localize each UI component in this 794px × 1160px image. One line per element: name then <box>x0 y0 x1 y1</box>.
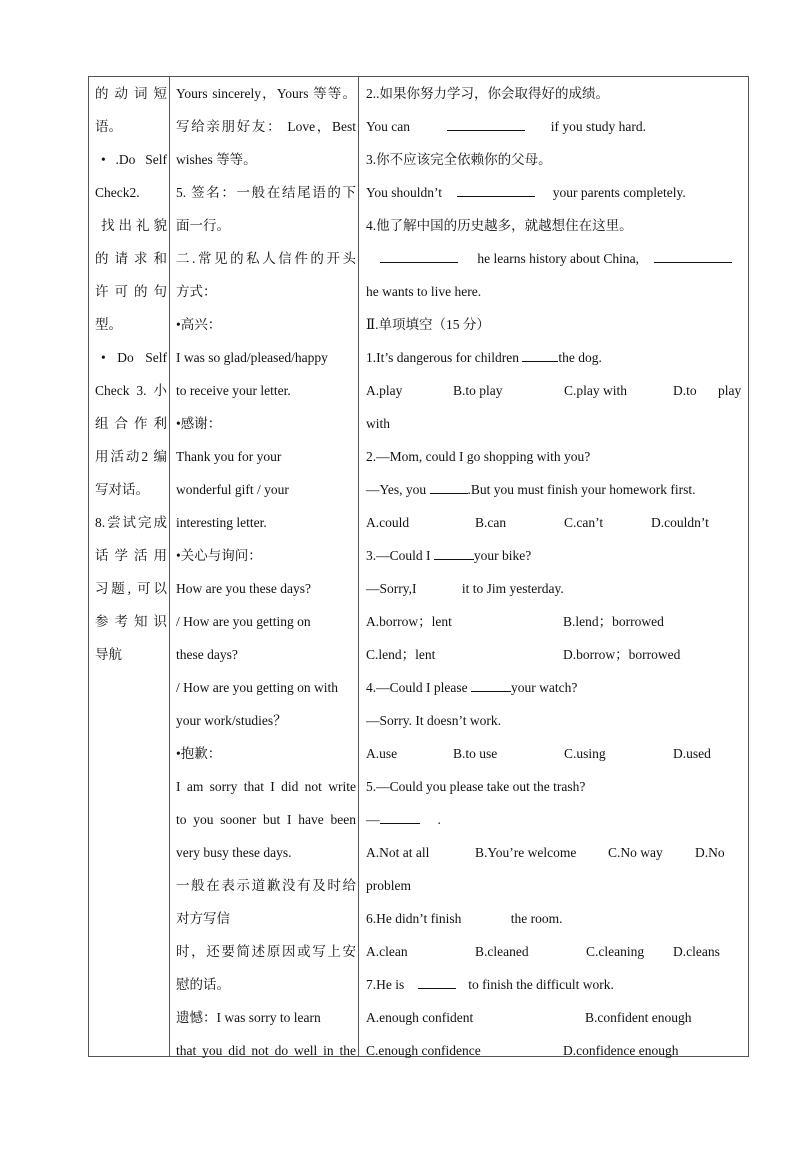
knowledge-line: Thank you for your <box>176 449 282 464</box>
guide-line: 找 出 礼 貌 <box>101 218 167 233</box>
option-c[interactable]: C.lend；lent <box>366 647 436 662</box>
option-d[interactable]: D.borrow；borrowed <box>563 647 681 662</box>
knowledge-line: interesting letter. <box>176 515 267 530</box>
option-c[interactable]: C.play with <box>564 383 627 398</box>
option-b[interactable]: B.can <box>475 515 507 530</box>
knowledge-line: Yours sincerely，Yours 等等。 <box>176 86 356 101</box>
knowledge-line: 二.常见的私人信件的开头 <box>176 251 356 266</box>
mc-question-3: 3.—Could I your bike? <box>366 539 750 572</box>
knowledge-line: / How are you getting on <box>176 614 311 629</box>
knowledge-line: •关心与询问： <box>176 548 262 563</box>
mc-question-3-reply: —Sorry,I it to Jim yesterday. <box>366 581 564 596</box>
knowledge-line: •抱歉： <box>176 746 222 761</box>
option-b[interactable]: B.confident enough <box>585 1010 692 1025</box>
mc-question-4: 4.—Could I please your watch? <box>366 671 750 704</box>
guide-line: 导航 <box>95 647 122 662</box>
knowledge-line: / How are you getting on with <box>176 680 338 695</box>
option-c[interactable]: C.cleaning <box>586 944 645 959</box>
knowledge-line: very busy these days. <box>176 845 292 860</box>
mc-question-5-reply: — . <box>366 803 750 836</box>
option-d-cont: play <box>718 383 742 398</box>
mc-options-5 <box>366 836 750 869</box>
knowledge-line: I was so glad/pleased/happy <box>176 350 328 365</box>
guide-line: • .Do Self <box>101 152 167 167</box>
knowledge-line: 方式： <box>176 284 217 299</box>
translation-q4-answer: he learns history about China, <box>366 242 750 275</box>
answer-blank[interactable] <box>522 345 558 362</box>
mc-options-7a <box>366 1001 750 1034</box>
translation-q3-answer: You shouldn’t your parents completely. <box>366 176 750 209</box>
option-a[interactable]: A.enough confident <box>366 1010 474 1025</box>
translation-q4-answer-tail: he wants to live here. <box>366 284 482 299</box>
option-c[interactable]: C.using <box>564 746 606 761</box>
option-c[interactable]: C.No way <box>608 845 663 860</box>
answer-blank[interactable] <box>434 543 474 560</box>
mc-question-5: 5.—Could you please take out the trash? <box>366 779 586 794</box>
option-d[interactable]: D.to <box>673 383 697 398</box>
guide-line: 的 动 词 短 <box>95 86 167 101</box>
mc-options-3a <box>366 605 750 638</box>
guide-line: 写对话。 <box>95 482 149 497</box>
mc-options-5-tail: problem <box>366 878 411 893</box>
guide-line: 组 合 作 利 <box>95 416 167 431</box>
translation-q2: 2..如果你努力学习，你会取得好的成绩。 <box>366 86 609 101</box>
section-heading: Ⅱ.单项填空（15 分） <box>366 317 490 332</box>
mc-question-2: 2.—Mom, could I go shopping with you? <box>366 449 591 464</box>
mc-options-2 <box>366 506 750 539</box>
option-a[interactable]: A.use <box>366 746 398 761</box>
answer-blank[interactable] <box>471 675 511 692</box>
knowledge-line: to receive your letter. <box>176 383 291 398</box>
option-d[interactable]: D.No <box>695 845 725 860</box>
guide-line: 语。 <box>95 119 122 134</box>
answer-blank[interactable] <box>380 807 420 824</box>
mc-question-2-reply: —Yes, you .But you must finish your homework first. <box>366 473 750 506</box>
knowledge-line: 慰的话。 <box>176 977 230 992</box>
mc-options-6 <box>366 935 750 968</box>
option-b[interactable]: B.cleaned <box>475 944 529 959</box>
mc-options-7b <box>366 1034 750 1058</box>
knowledge-line: 5. 签名：一般在结尾语的下 <box>176 185 356 200</box>
knowledge-line: 对方写信 <box>176 911 230 926</box>
guide-line: 型。 <box>95 317 122 332</box>
guide-line: 参 考 知 识 <box>95 614 167 629</box>
guide-line: 用活动2 编 <box>95 449 167 464</box>
answer-blank[interactable] <box>654 246 732 263</box>
knowledge-line: that you did not do well in the <box>176 1043 356 1058</box>
knowledge-line: to you sooner but I have been <box>176 812 356 827</box>
knowledge-line: 时，还要简述原因或写上安 <box>176 944 356 959</box>
knowledge-line: 遗憾：I was sorry to learn <box>176 1010 321 1025</box>
knowledge-line: 写给亲朋好友： Love，Best <box>176 119 356 134</box>
guide-line: • Do Self <box>101 350 167 365</box>
answer-blank[interactable] <box>430 477 468 494</box>
mc-options-1-tail: with <box>366 416 391 431</box>
guide-line: Check 3. 小 <box>95 383 167 398</box>
translation-q3: 3.你不应该完全依赖你的父母。 <box>366 152 552 167</box>
guide-line: Check2. <box>95 185 140 200</box>
knowledge-line: •高兴： <box>176 317 222 332</box>
guide-line: 8.尝试完成 <box>95 515 167 530</box>
guide-line: 习题, 可以 <box>95 581 167 596</box>
answer-blank[interactable] <box>457 180 535 197</box>
option-b[interactable]: B.lend；borrowed <box>563 614 664 629</box>
option-d[interactable]: D.confidence enough <box>563 1043 679 1058</box>
knowledge-line: How are you these days? <box>176 581 311 596</box>
option-c[interactable]: C.can’t <box>564 515 604 530</box>
option-a[interactable]: A.clean <box>366 944 408 959</box>
guide-line: 许 可 的 句 <box>95 284 167 299</box>
mc-question-1: 1.It’s dangerous for children the dog. <box>366 341 750 374</box>
option-d[interactable]: D.cleans <box>673 944 720 959</box>
answer-blank[interactable] <box>447 114 525 131</box>
option-a[interactable]: A.Not at all <box>366 845 430 860</box>
option-a[interactable]: A.borrow；lent <box>366 614 452 629</box>
mc-question-4-reply: —Sorry. It doesn’t work. <box>366 713 501 728</box>
mc-question-6: 6.He didn’t finish the room. <box>366 911 563 926</box>
guide-line: 的 请 求 和 <box>95 251 167 266</box>
worksheet-table <box>88 76 749 1057</box>
option-c[interactable]: C.enough confidence <box>366 1043 481 1058</box>
answer-blank[interactable] <box>380 246 458 263</box>
answer-blank[interactable] <box>418 972 456 989</box>
knowledge-line: your work/studies？ <box>176 713 287 728</box>
knowledge-line: •感谢： <box>176 416 222 431</box>
knowledge-line: 一般在表示道歉没有及时给 <box>176 878 356 893</box>
column-divider <box>169 77 170 1056</box>
knowledge-line: wonderful gift / your <box>176 482 289 497</box>
option-b[interactable]: B.to play <box>453 383 503 398</box>
translation-q2-answer: You can if you study hard. <box>366 110 750 143</box>
option-b[interactable]: B.to use <box>453 746 498 761</box>
guide-line: 话 学 活 用 <box>95 548 167 563</box>
option-b[interactable]: B.You’re welcome <box>475 845 577 860</box>
mc-options-1 <box>366 374 750 407</box>
mc-options-3b <box>366 638 750 671</box>
column-divider <box>358 77 359 1056</box>
translation-q4: 4.他了解中国的历史越多，就越想住在这里。 <box>366 218 633 233</box>
option-a[interactable]: A.could <box>366 515 410 530</box>
option-a[interactable]: A.play <box>366 383 403 398</box>
option-d[interactable]: D.used <box>673 746 711 761</box>
knowledge-line: I am sorry that I did not write <box>176 779 356 794</box>
knowledge-line: 面一行。 <box>176 218 230 233</box>
mc-options-4 <box>366 737 750 770</box>
knowledge-line: wishes 等等。 <box>176 152 257 167</box>
option-d[interactable]: D.couldn’t <box>651 515 709 530</box>
knowledge-line: these days? <box>176 647 238 662</box>
mc-question-7: 7.He is to finish the difficult work. <box>366 968 750 1001</box>
